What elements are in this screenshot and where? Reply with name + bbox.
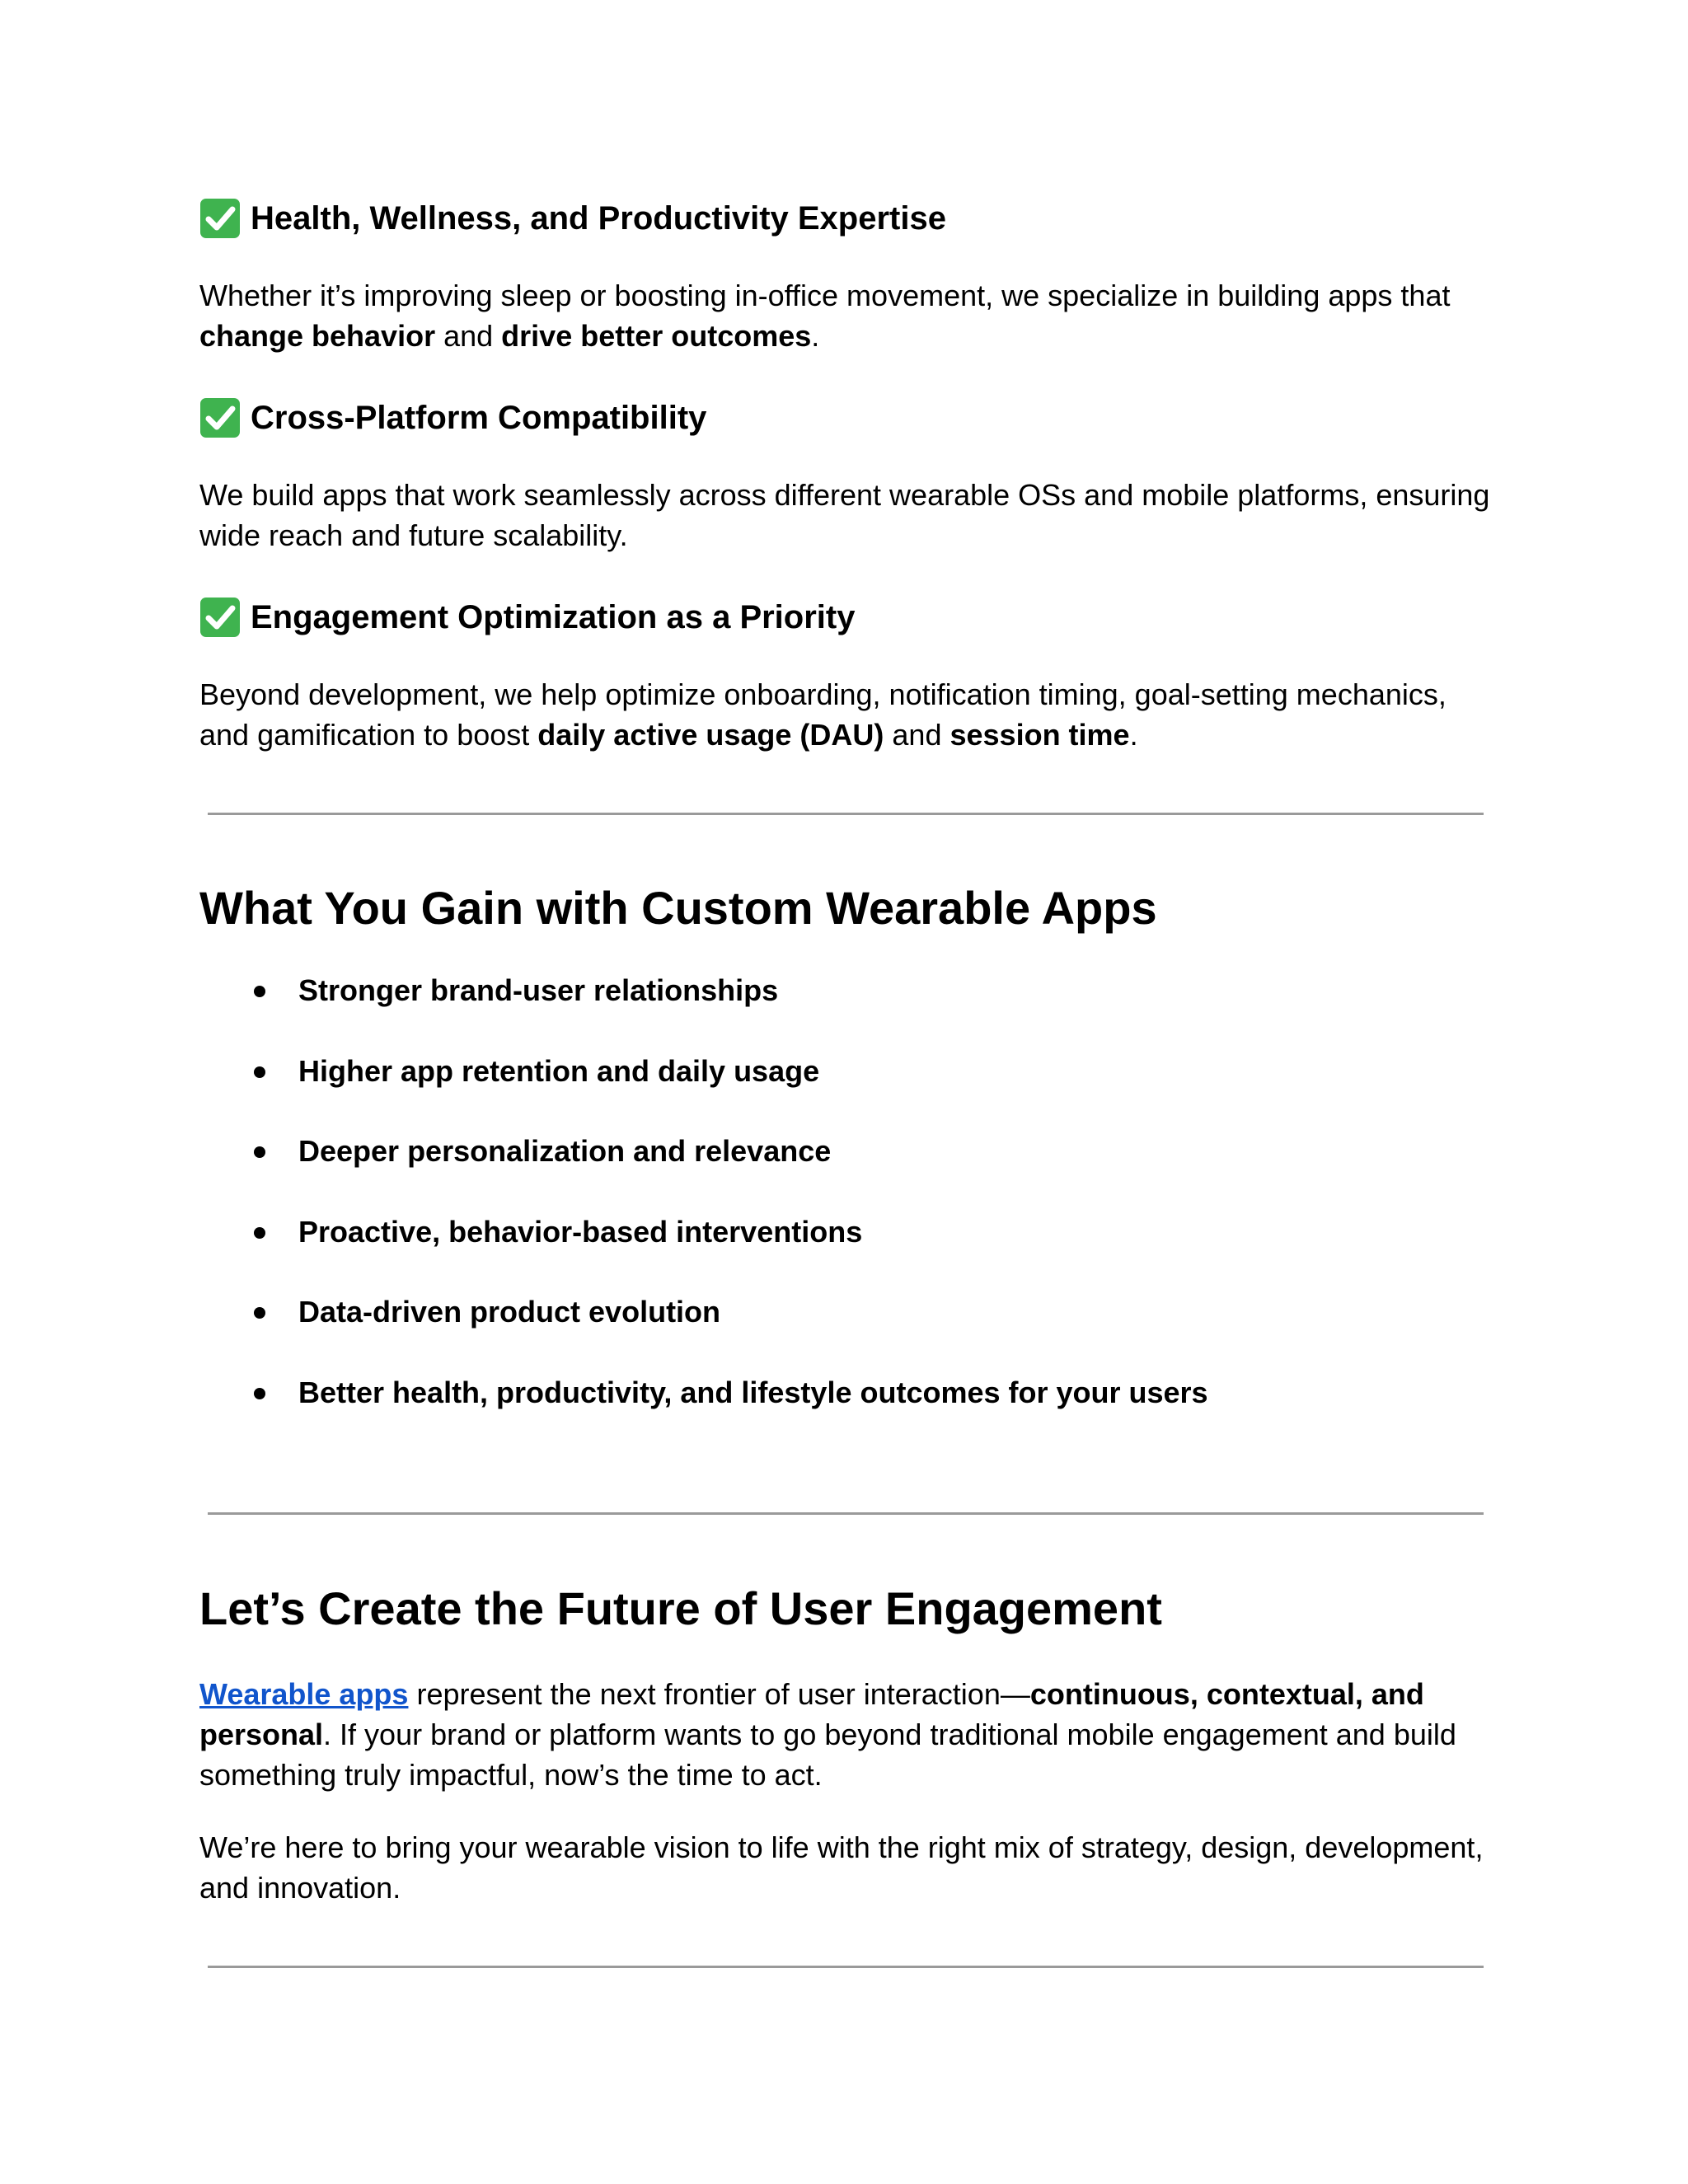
feature-title: Health, Wellness, and Productivity Expertise: [251, 200, 946, 237]
future-paragraph-2: We’re here to bring your wearable vision to life with the right mix of strategy, design, development, and innovation.: [199, 1830, 1484, 1905]
horizontal-divider: [208, 1966, 1484, 1968]
feature-body-engagement: [199, 674, 1502, 755]
text-run: represent the next frontier of user interaction—: [408, 1677, 1030, 1711]
feature-body-health: [199, 275, 1502, 356]
bold-text-run: drive better outcomes: [501, 319, 812, 353]
text-run: .: [811, 319, 820, 353]
text-run: and: [435, 319, 502, 353]
feature-heading-cross-platform: [199, 397, 706, 438]
text-run: We build apps that work seamlessly across different wearable OSs and mobile platforms, ensuring wide reach and future scalability.: [199, 478, 1490, 552]
check-mark-icon: [199, 597, 241, 638]
bullet-icon: [254, 1066, 265, 1078]
feature-heading-engagement: [199, 597, 855, 638]
text-run: Beyond development, we help optimize onboarding, notification timing, goal-setting mechanics, and gamification to boost: [199, 677, 1447, 752]
bullet-icon: [254, 1227, 265, 1239]
text-run: Whether it’s improving sleep or boosting in-office movement, we specialize in building apps that: [199, 279, 1451, 312]
list-item-text: Better health, productivity, and lifestyle outcomes for your users: [298, 1375, 1208, 1409]
list-item-text: Proactive, behavior-based interventions: [298, 1214, 863, 1249]
bullet-icon: [254, 986, 265, 997]
bullet-icon: [254, 1388, 265, 1399]
bold-text-run: change behavior: [199, 319, 436, 353]
wearable-apps-link[interactable]: Wearable apps: [199, 1677, 409, 1711]
section-title-future: Let’s Create the Future of User Engagement: [199, 1582, 1162, 1634]
list-item-text: Stronger brand-user relationships: [298, 973, 779, 1007]
list-item-text: Data-driven product evolution: [298, 1295, 721, 1329]
bullet-icon: [254, 1307, 265, 1319]
check-mark-icon: [199, 397, 241, 438]
horizontal-divider: [208, 813, 1484, 815]
list-item-text: Deeper personalization and relevance: [298, 1134, 832, 1168]
bullet-icon: [254, 1146, 265, 1158]
horizontal-divider: [208, 1512, 1484, 1515]
text-run: and: [884, 718, 950, 752]
feature-title: Cross-Platform Compatibility: [251, 400, 707, 436]
text-run: . If your brand or platform wants to go beyond traditional mobile engagement and build something truly impactful, now’s the time to act.: [199, 1718, 1456, 1792]
future-paragraph-1: [199, 1674, 1502, 1795]
feature-body-cross-platform: [199, 475, 1502, 555]
list-item-text: Higher app retention and daily usage: [298, 1053, 820, 1088]
bold-text-run: continuous, contextual, and personal: [199, 1677, 1424, 1751]
bold-text-run: session time: [950, 718, 1130, 752]
check-mark-icon: [199, 198, 241, 239]
feature-heading-health: [199, 198, 946, 239]
section-title-gain: What You Gain with Custom Wearable Apps: [199, 882, 1157, 934]
feature-title: Engagement Optimization as a Priority: [251, 599, 856, 635]
bold-text-run: daily active usage (DAU): [537, 718, 884, 752]
text-run: .: [1129, 718, 1138, 752]
